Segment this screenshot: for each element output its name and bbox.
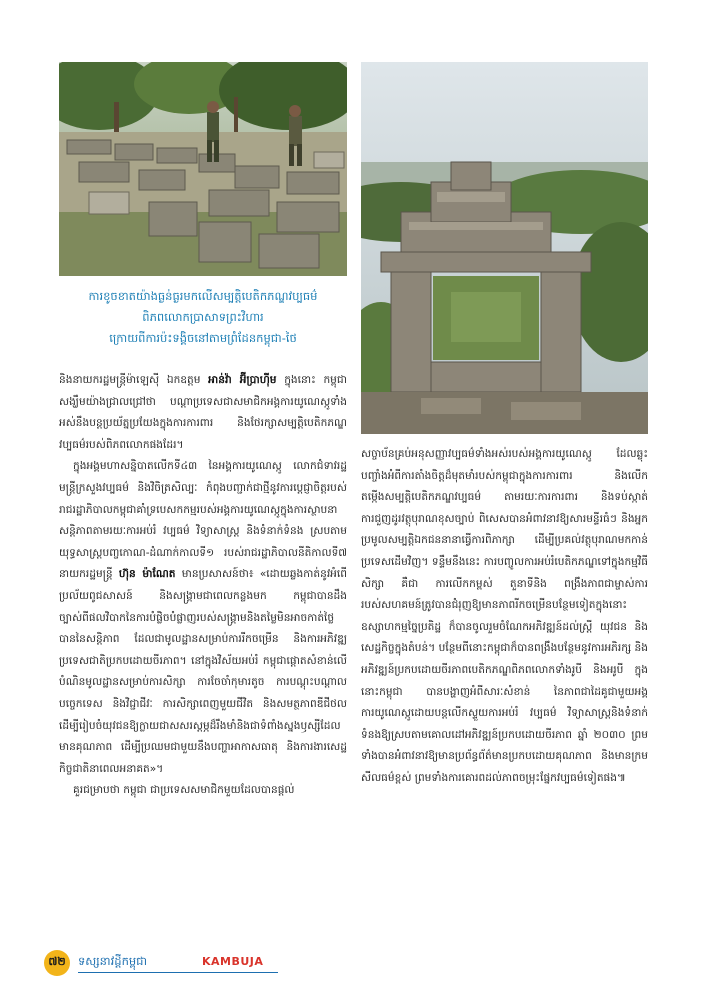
footer-divider	[78, 972, 278, 973]
page-number-badge	[44, 950, 70, 976]
magazine-title-khmer: ទស្សនាវដ្តីកម្ពុជា	[78, 954, 148, 968]
paragraph-1	[59, 370, 347, 456]
caption-line-1: ការខូចខាតយ៉ាងធ្ងន់ធ្ងរមកលើសម្បត្តិបេតិកភណ្ឌវប្បធម៌	[88, 289, 318, 303]
page-number: ៧២	[48, 955, 66, 968]
ruins-damage-photo	[59, 62, 347, 276]
paragraph-2-lead: ក្នុងអង្គមហាសន្និបាតលើកទី៤៣ នៃអង្គការយូណេស្កូ លោកជំទាវរដ្ឋមន្ត្រីក្រសួងវប្បធម៌ និងវិចិត្រសិល្បៈ កំពុងបញ្ជាក់ជាថ្មីនូវការប្តេជ្ញាចិត្តរបស់រាជរដ្ឋាភិបាលកម្ពុជាគាំទ្របេសកកម្មរបស់អង្គការយូណេស្កូក្នុងការស្ថាបនាសន្តិភាពតាមរយៈការអប់រំ វប្បធម៌ វិទ្យាសាស្ត្រ និងទំនាក់ទំនង ស្របតាមយុទ្ធសាស្ត្របញ្ចកោណ-ដំណាក់កាលទី១ របស់រាជរដ្ឋាភិបាលនីតិកាលទី៧ នាយករដ្ឋមន្ត្រី	[59, 460, 347, 581]
ruins-damage-image	[59, 62, 347, 276]
caption-line-2: ពិភពលោកប្រាសាទព្រះវិហារ	[142, 310, 264, 324]
caption-line-3: ក្រោយពីការប៉ះទង្គិចនៅតាមព្រំដែនកម្ពុជា-ថៃ	[109, 331, 297, 345]
paragraph-4: សច្ចាប័នគ្រប់អនុសញ្ញាវប្បធម៌ទាំងអស់របស់អង្គការយូណេស្កូ ដែលឆ្លុះបញ្ចាំងអំពីការតាំងចិត្តដ៏មុតមាំរបស់កម្ពុជាក្នុងការការពារ និងលើកតម្កើងសម្បត្តិបេតិកភណ្ឌវប្បធម៌ តាមរយៈការការពារ និងទប់ស្កាត់ការជួញដូរវត្ថុបុរាណខុសច្បាប់ ពិសេសបានអំពាវនាវឱ្យសារមន្ទីរធំៗ និងអ្នកប្រមូលសម្បត្តិឯកជននានាធ្វើការពិភាក្សា ដើម្បីប្រគល់វត្ថុបុរាណមកកាន់ប្រទេសដើមវិញ។ ទន្ទឹមនឹងនេះ ការបញ្ចូលការអប់រំបេតិកភណ្ឌទៅក្នុងកម្មវិធីសិក្សា គឺជា ការលើកកម្ពស់ តួនាទីនិង ពង្រឹងភាពជាម្ចាស់ការរបស់សហគមន៍ត្រូវបានជំរុញឱ្យមានភាពរីកចម្រើនបន្ថែមទៀតក្នុងនោះឧស្សាហកម្មច្នៃប្រតិដ្ឋ ក៏បានចូលរួមចំណែកអភិវឌ្ឍន៍ដល់ស្ត្រី យុវជន និងសេដ្ឋកិច្ចក្នុងតំបន់។ បន្ថែមពីនោះកម្ពុជាក៏បានពង្រឹងបន្ថែមនូវការអភិរក្ស និងអភិវឌ្ឍន៍ប្រកបដោយចីរភាពបេតិកភណ្ឌពិភពលោកទាំងរូបី និងអរូបី ក្នុងនោះកម្ពុជា បានបង្ហាញអំពីសារៈសំខាន់ នៃភាពជាដៃគូជាមួយអង្គការយូណេស្កូដោយបន្តលើកស្ទួយការអប់រំ វប្បធម៌ វិទ្យាសាស្ត្រនិងទំនាក់ទំនងឱ្យស្របតាមគោលដៅអភិវឌ្ឍន៍ប្រកបដោយចីរភាព ឆ្នាំ ២០៣០ ព្រមទាំងបានអំពាវនាវឱ្យមានប្រព័ន្ធព័ត៌មានប្រកបដោយគុណភាព និងមានក្រមសីលធម៌ខ្ពស់ ព្រមទាំងការគោរពដល់ភាពចម្រុះផ្នែកវប្បធម៌ទៀតផង៕	[361, 448, 648, 784]
paragraph-1-body: ក្នុងនោះ កម្ពុជា សង្ឃឹមយ៉ាងជ្រាលជ្រៅថា បណ្ដាប្រទេសជាសមាជិកអង្គការយូណេស្កូទាំងអស់នឹងបន្តប្រយ័ត្នប្រយែងក្នុងការការពារ និងថែរក្សាសម្បត្តិបេតិកភណ្ឌវប្បធម៌របស់ពិភពលោកផងដែរ។	[59, 374, 347, 451]
article-column-left	[59, 370, 347, 802]
paragraph-2	[59, 456, 347, 780]
page-footer	[44, 948, 704, 978]
magazine-title-latin: KAMBUJA	[202, 955, 264, 968]
temple-aerial-photo	[361, 62, 648, 434]
paragraph-3: គួរជម្រាបថា កម្ពុជា ជាប្រទេសសមាជិកមួយដែលបានផ្តល់	[73, 784, 295, 797]
paragraph-2-body: មានប្រសាសន៍ថា៖ «ដោយឆ្លងកាត់នូវអំពើប្រល័យពូជសាសន៍ និងសង្គ្រាមជាពេលកន្លងមក កម្ពុជាបានដឹងច្បាស់ពីផលវិបាកនៃការបំផ្លិចបំផ្លាញរបស់សង្គ្រាមនិងតម្លៃមិនអាចកាត់ថ្លៃបាននៃសន្តិភាព ដែលជាមូលដ្ឋានសម្រាប់ការរីកចម្រើន និងការអភិវឌ្ឍប្រទេសជាតិប្រកបដោយចីរភាព។ នៅក្នុងវិស័យអប់រំ កម្ពុជាផ្តោតសំខាន់លើបំណិនមូលដ្ឋានសម្រាប់ការសិក្សា ការចែចាំកុមារតូច ការបណ្តុះបណ្តាលបច្ចេកទេស និងវិជ្ជាជីវៈ ការសិក្សាពេញមួយជីវិត និងសមត្ថភាពឌីជីថល ដើម្បីរៀបចំយុវជនឱ្យក្លាយជាសសរស្តម្ភដ៏រឹងមាំនិងជាទំពាំងស្នងឫស្សីដែលមានគុណភាព ដើម្បីប្រឈមជាមួយនឹងបញ្ហាអាកាសធាតុ និងការងារសេដ្ឋកិច្ចជាតិនាពេលអនាគត»។	[59, 568, 347, 775]
temple-aerial-image	[361, 62, 648, 434]
person-name-anwar: អាន់វ៉ា អ៊ីប្រាហ៊ីម	[208, 374, 277, 386]
article-column-right	[361, 444, 648, 790]
person-name-hun-manet: ហ៊ុន ម៉ាណែត	[118, 568, 176, 581]
paragraph-1-lead: និងនាយករដ្ឋមន្ត្រីម៉ាឡេស៊ី ឯកឧត្តម	[59, 374, 209, 386]
photo-caption	[59, 286, 347, 349]
